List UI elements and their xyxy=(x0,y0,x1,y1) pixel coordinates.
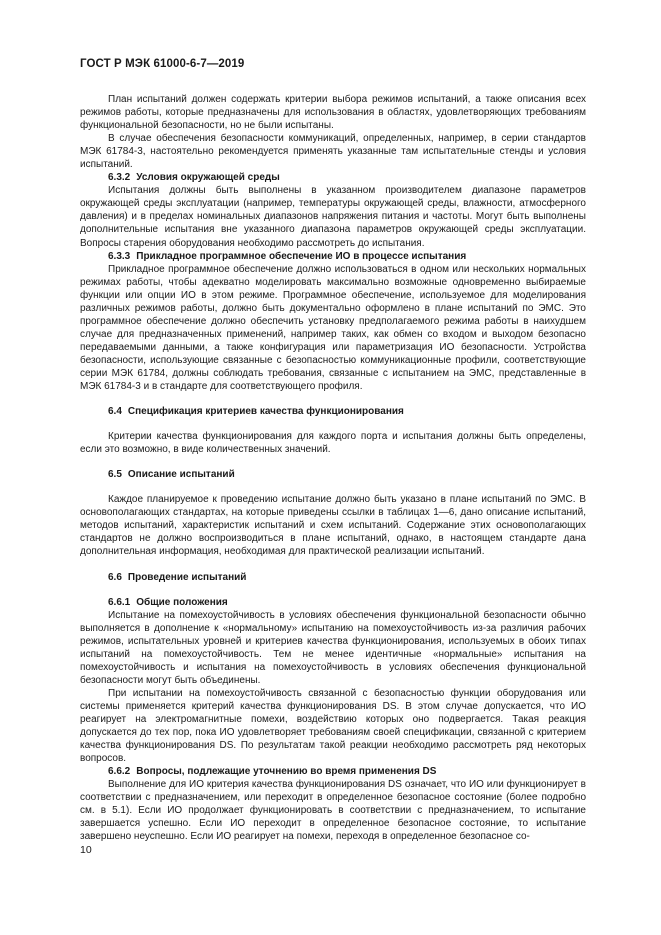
paragraph: План испытаний должен содержать критерии выбора режимов испытаний, а также описания всех режимов работы, которые предназначены для использования в областях, удовлетворяющих требованиям функциональной безопасности, но не были испытаны. xyxy=(80,94,586,132)
section-title: Условия окружающей среды xyxy=(136,172,280,184)
section-number: 6.5 xyxy=(108,469,122,481)
document-header: ГОСТ Р МЭК 61000-6-7—2019 xyxy=(80,58,245,70)
section-spacer xyxy=(80,418,586,430)
section-number: 6.4 xyxy=(108,406,122,418)
section-title: Общие положения xyxy=(136,596,228,608)
section-title: Описание испытаний xyxy=(127,469,235,481)
section-spacer xyxy=(80,481,586,493)
paragraph: Прикладное программное обеспечение должно использоваться в одном или нескольких нормальных режимах работы, чтобы адекватно моделировать максимально возможные одновременно выбираемые функции или опции ИО в этом режиме. Программное обеспечение, используемое для моделирования различных режимов работы, должно быть документально оформлено в плане испытаний по ЭМС. Это программное обеспечение должно обеспечить установку предполагаемого режима работы в наихудшем случае для предназначенных применений, например таких, как обмен со входом и выходом безопасно передаваемыми данными, а также конфигурация или параметризация ИО безопасности. Устройства безопасности, использующие связанные с безопасностью коммуникационные профили, соответствующие серии МЭК 61784, должны соблюдать требования, связанные с испытанием на ЭМС, представленные в МЭК 61784-3 и в стандарте для соответствующего профиля. xyxy=(80,263,586,393)
paragraph: При испытании на помехоустойчивость связанной с безопасностью функции оборудования или системы применяется критерий качества функционирования DS. В этом случае допускается, что ИО реагирует на электромагнитные помехи, воздействию которых оно подвергается. Такая реакция допускается до тех пор, пока ИО удовлетворяет требованиям своей спецификации, связанной с критерием качества функционирования DS. По результатам такой реакции необходимо рассмотреть ряд некоторых вопросов. xyxy=(80,687,586,765)
paragraph: Испытание на помехоустойчивость в условиях обеспечения функциональной безопасности обычно выполняется в дополнение к «нормальному» испытанию на помехоустойчивость из-за различия рабочих режимов, испытательных уровней и критериев качества функционирования, используемых в обоих типах испытаний на помехоустойчивость. Тем не менее идентичные «нормальные» испытания на помехоустойчивость и испытания на помехоустойчивость в условиях обеспечения функциональной безопасности могут быть объединены. xyxy=(80,609,586,686)
paragraph: В случае обеспечения безопасности коммуникаций, определенных, например, в серии стандартов МЭК 61784-3, настоятельно рекомендуется применять указанные там испытательные стенды и условия испытаний. xyxy=(80,133,586,171)
paragraph: Критерии качества функционирования для каждого порта и испытания должны быть определены, если это возможно, в виде количественных значений. xyxy=(80,431,586,456)
section-heading xyxy=(80,250,586,263)
document-body xyxy=(80,93,586,843)
section-number: 6.6 xyxy=(108,571,122,583)
section-title: Спецификация критериев качества функционирования xyxy=(127,406,404,418)
page-number: 10 xyxy=(80,844,92,856)
section-heading xyxy=(80,405,586,418)
section-heading xyxy=(80,171,586,184)
section-number: 6.3.3 xyxy=(108,250,131,262)
section-title: Вопросы, подлежащие уточнению во время применения DS xyxy=(136,766,437,778)
section-heading xyxy=(80,765,586,778)
section-title: Прикладное программное обеспечение ИО в процессе испытания xyxy=(136,250,467,262)
section-spacer xyxy=(80,584,586,596)
section-heading xyxy=(80,571,586,584)
section-number: 6.6.1 xyxy=(108,596,131,608)
section-number: 6.6.2 xyxy=(108,766,131,778)
section-heading xyxy=(80,596,586,609)
section-title: Проведение испытаний xyxy=(127,571,247,583)
section-spacer xyxy=(80,393,586,405)
paragraph: Выполнение для ИО критерия качества функционирования DS означает, что ИО или функционирует в соответствии с предназначением, или переходит в определенное безопасное состояние (более подробно см. в 5.1). Если ИО продолжает функционировать в соответствии с предназначением, то испытание завершается успешно. Если ИО переходит в определенное безопасное состояние, то испытание завершено неуспешно. Если ИО реагирует на помехи, переходя в определенное безопасное со- xyxy=(80,779,586,843)
section-spacer xyxy=(80,456,586,468)
paragraph: Испытания должны быть выполнены в указанном производителем диапазоне параметров окружающей среды эксплуатации (например, температуры окружающей среды, влажности, атмосферного давления) и в пределах номинальных диапазонов напряжения питания и частоты. Могут быть выполнены дополнительные испытания вне указанного диапазона параметров окружающей среды эксплуатации. Вопросы старения оборудования необходимо рассмотреть до испытания. xyxy=(80,185,586,249)
section-heading xyxy=(80,468,586,481)
paragraph: Каждое планируемое к проведению испытание должно быть указано в плане испытаний по ЭМС. В основополагающих стандартах, на которые приведены ссылки в таблицах 1—6, дано описание испытаний, методов испытаний, характеристик испытаний и схем испытаний. Содержание этих основополагающих стандартов не должно воспроизводиться в плане испытаний, однако, в настоящем стандарте дана дополнительная информация, необходимая для практической реализации испытаний. xyxy=(80,494,586,558)
section-number: 6.3.2 xyxy=(108,172,131,184)
section-spacer xyxy=(80,559,586,571)
